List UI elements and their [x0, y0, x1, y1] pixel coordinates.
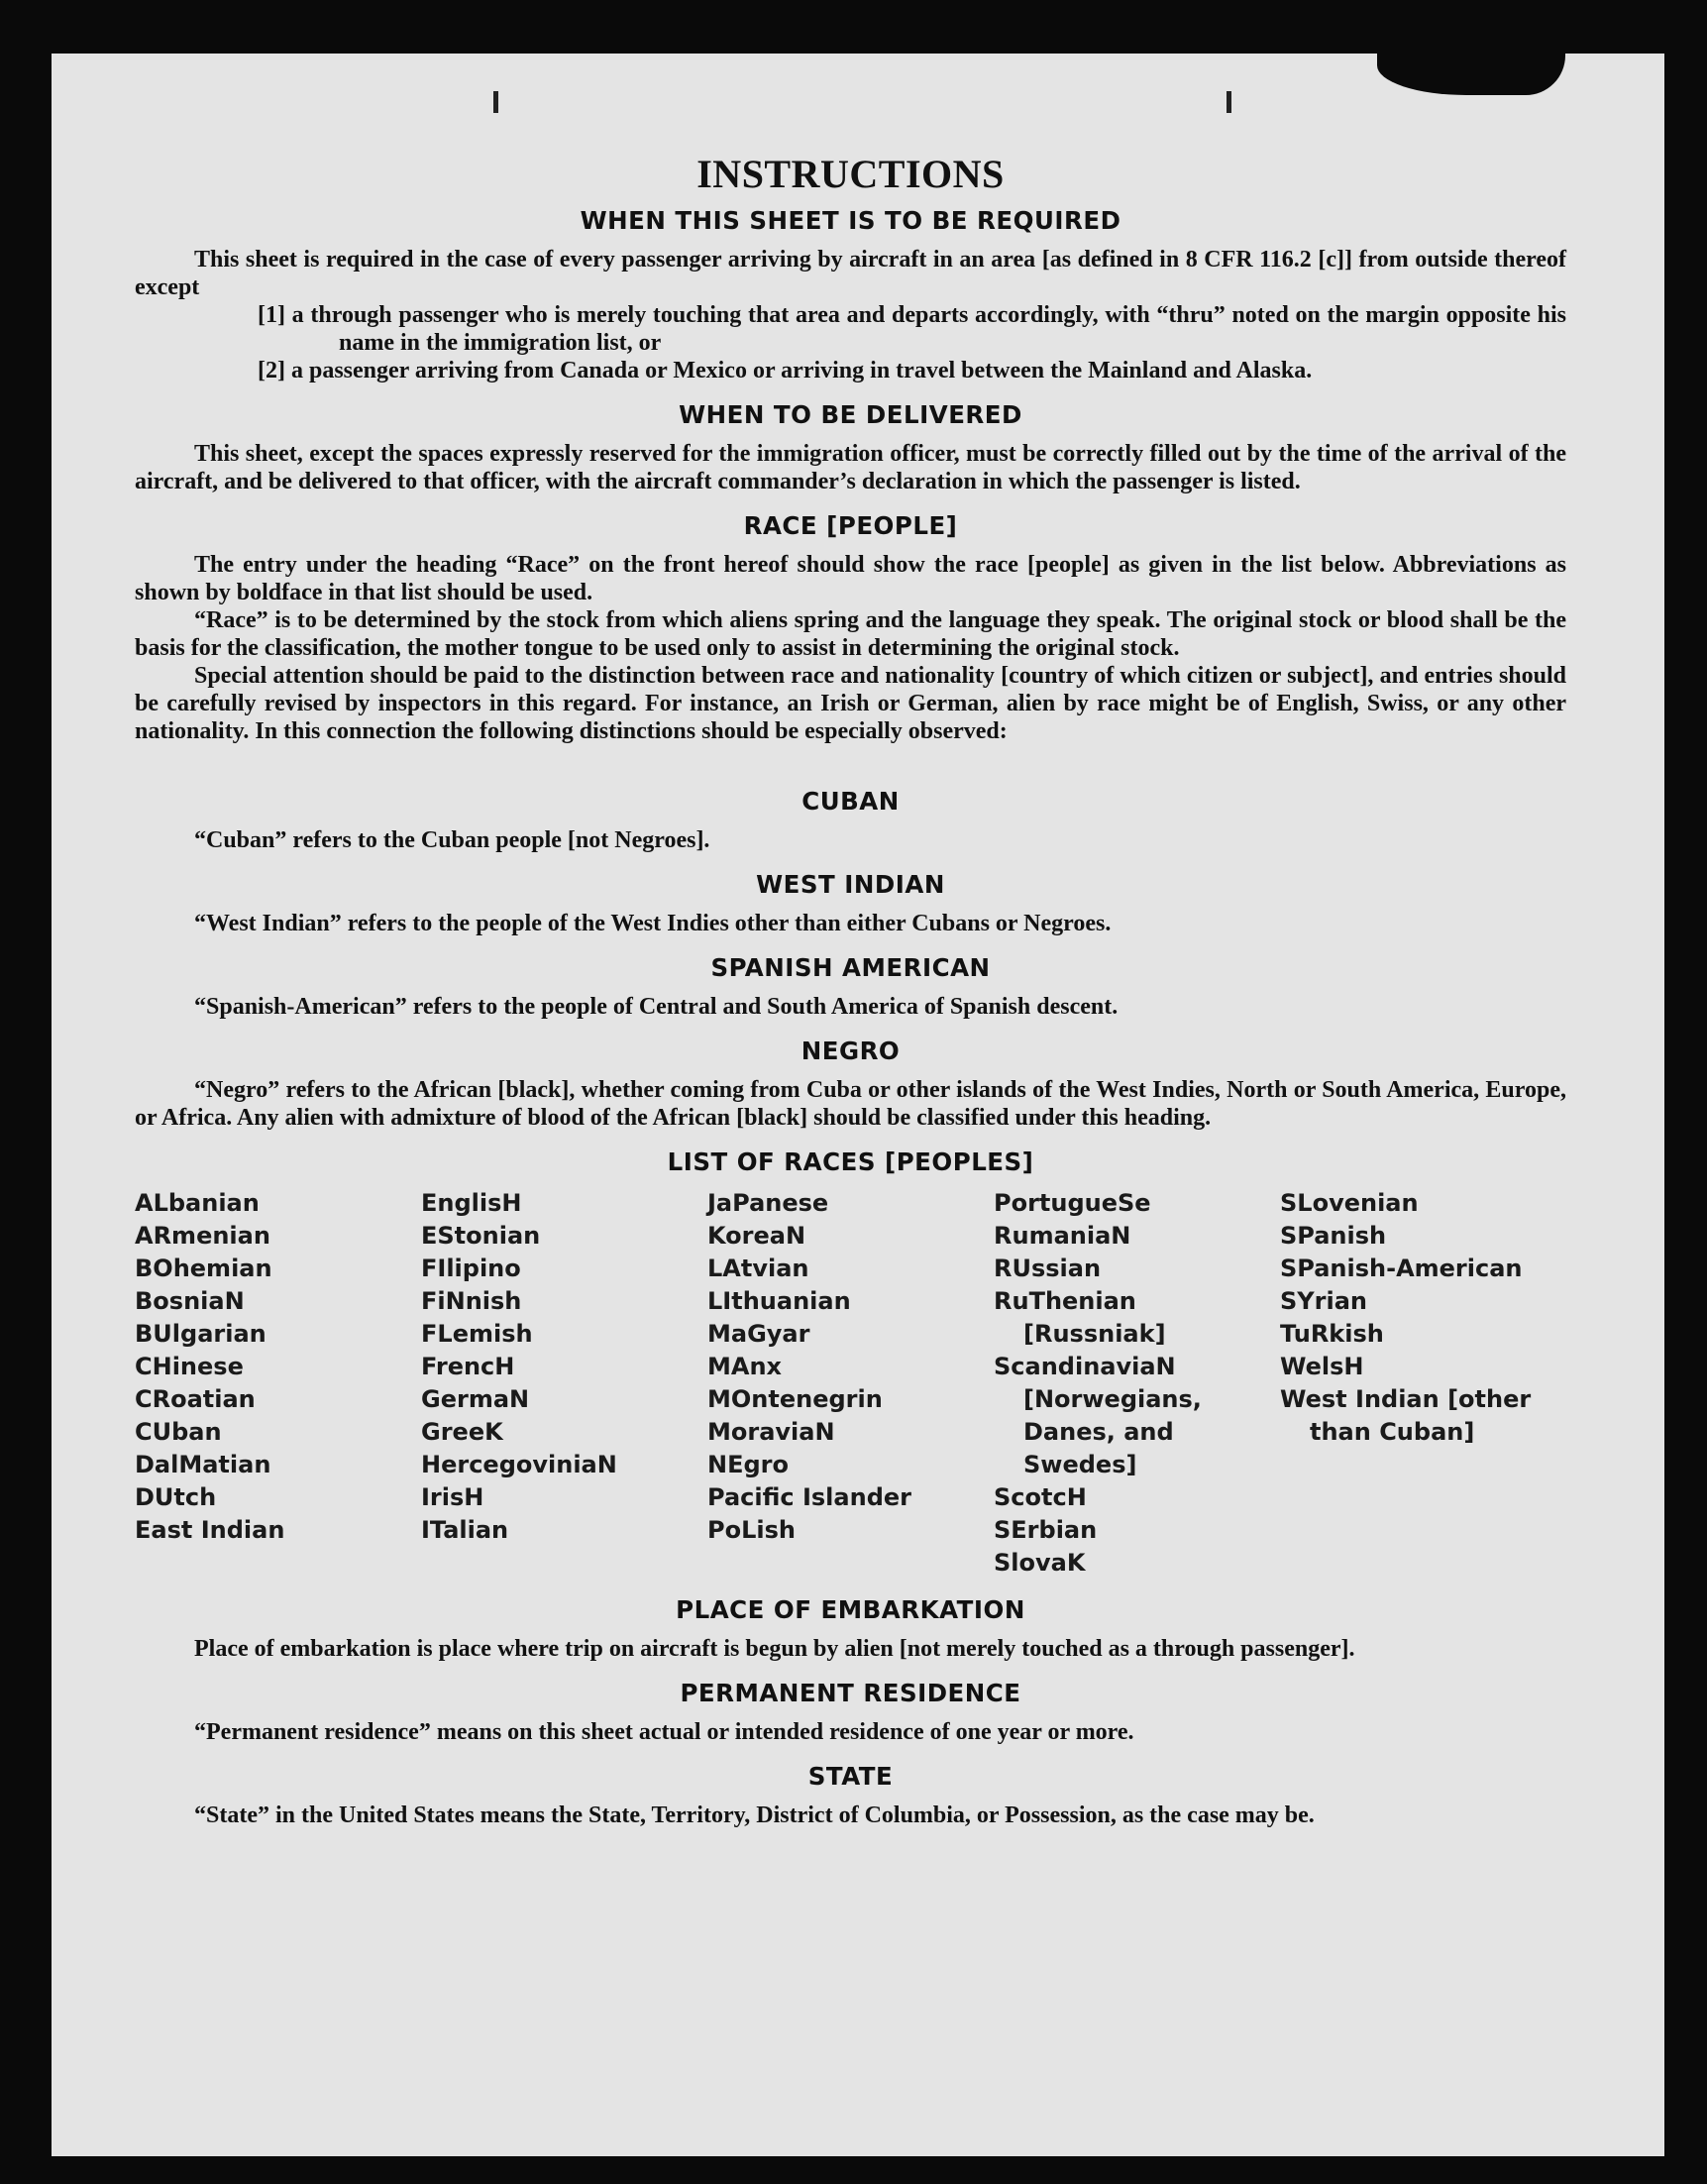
race-item: BOhemian [135, 1255, 272, 1282]
exception-list [135, 301, 1566, 384]
race-item: SErbian [994, 1516, 1098, 1544]
paragraph: “State” in the United States means the State, Territory, District of Columbia, or Possession, as the case may be. [194, 1802, 1315, 1828]
list-item: [2] a passenger arriving from Canada or Mexico or arriving in travel between the Mainland and Alaska. [258, 358, 1313, 383]
race-item: CRoatian [135, 1385, 256, 1413]
race-item: East Indian [135, 1516, 285, 1544]
section-heading: RACE [PEOPLE] [743, 511, 958, 540]
race-item: ALbanian [135, 1189, 260, 1217]
race-item: MaGyar [707, 1320, 810, 1348]
race-item: ARmenian [135, 1222, 270, 1250]
section-residence [135, 1679, 1566, 1746]
paragraph: The entry under the heading “Race” on the front hereof should show the race [people] as given in the list below. Abbreviations as shown by boldface in that list should be used. [135, 552, 1566, 605]
race-item: ScandinaviaN [Norwegians, Danes, and Swedes] [994, 1353, 1202, 1478]
list-item: [1] a through passenger who is merely touching that area and departs accordingly, with “thru” noted on the margin opposite his name in the immigration list, or [258, 302, 1566, 356]
race-item: KoreaN [707, 1222, 806, 1250]
section-heading: WEST INDIAN [756, 870, 945, 899]
race-item: SlovaK [994, 1549, 1086, 1577]
race-item: PortugueSe [994, 1189, 1151, 1217]
race-item: GreeK [421, 1418, 503, 1446]
race-item: ITalian [421, 1516, 509, 1544]
paragraph: Place of embarkation is place where trip on aircraft is begun by alien [not merely touched as a through passenger]. [194, 1636, 1355, 1662]
section-delivered [135, 400, 1566, 495]
race-item: RuThenian [Russniak] [994, 1287, 1166, 1348]
race-column [1280, 1187, 1566, 1580]
section-heading: PLACE OF EMBARKATION [676, 1595, 1025, 1624]
race-item: SLovenian [1280, 1189, 1419, 1217]
race-item: RumaniaN [994, 1222, 1131, 1250]
race-item: SPanish [1280, 1222, 1387, 1250]
paragraph: “Permanent residence” means on this sheet actual or intended residence of one year or more. [194, 1719, 1134, 1745]
race-item: PoLish [707, 1516, 796, 1544]
section-required [135, 206, 1566, 384]
paragraph: Special attention should be paid to the distinction between race and nationality [country of which citizen or subject], and entries should be carefully revised by inspectors in this regard. For instance, an Irish or German, alien by race might be of English, Swiss, or any other nationality. In this connection the following distinctions should be especially observed: [135, 663, 1566, 744]
race-column [707, 1187, 994, 1580]
section-cuban [135, 787, 1566, 854]
race-item: LIthuanian [707, 1287, 851, 1315]
race-item: SPanish-American [1280, 1255, 1523, 1282]
document-page [52, 54, 1664, 2156]
section-heading: LIST OF RACES [PEOPLES] [667, 1147, 1034, 1176]
punch-mark [1227, 91, 1231, 113]
race-item: West Indian [other than Cuban] [1280, 1385, 1532, 1446]
paragraph: “Spanish-American” refers to the people of Central and South America of Spanish descent. [194, 994, 1119, 1020]
race-item: MAnx [707, 1353, 783, 1380]
paragraph: “West Indian” refers to the people of the West Indies other than either Cubans or Negroes. [194, 911, 1112, 936]
race-item: BosniaN [135, 1287, 245, 1315]
paragraph: “Race” is to be determined by the stock from which aliens spring and the language they speak. The original stock or blood shall be the basis for the classification, the mother tongue to be used only to assist in determining the original stock. [135, 607, 1566, 661]
punch-mark [493, 91, 498, 113]
race-item: MOntenegrin [707, 1385, 883, 1413]
race-item: TuRkish [1280, 1320, 1384, 1348]
race-item: Pacific Islander [707, 1483, 911, 1511]
paragraph: This sheet is required in the case of every passenger arriving by aircraft in an area [as defined in 8 CFR 116.2 [c]] from outside thereof except [135, 247, 1566, 300]
race-item: LAtvian [707, 1255, 809, 1282]
section-heading: SPANISH AMERICAN [710, 953, 991, 982]
section-heading: WHEN TO BE DELIVERED [679, 400, 1022, 429]
race-item: IrisH [421, 1483, 484, 1511]
page-damage [1377, 54, 1565, 95]
paragraph: “Negro” refers to the African [black], whether coming from Cuba or other islands of the West Indies, North or South America, Europe, or Africa. Any alien with admixture of blood of the African [black] should be classified under this heading. [135, 1077, 1566, 1131]
paragraph: This sheet, except the spaces expressly reserved for the immigration officer, must be correctly filled out by the time of the arrival of the aircraft, and be delivered to that officer, with the aircraft commander’s declaration in which the passenger is listed. [135, 441, 1566, 494]
section-race [135, 511, 1566, 745]
page-title: INSTRUCTIONS [696, 152, 1005, 196]
race-item: CHinese [135, 1353, 244, 1380]
race-item: FiNnish [421, 1287, 522, 1315]
race-column [421, 1187, 707, 1580]
race-item: HercegoviniaN [421, 1451, 617, 1478]
race-item: FLemish [421, 1320, 533, 1348]
race-item: NEgro [707, 1451, 789, 1478]
race-item: EnglisH [421, 1189, 522, 1217]
race-item: FIlipino [421, 1255, 521, 1282]
race-column [994, 1187, 1280, 1580]
section-spanish-american [135, 953, 1566, 1021]
race-item: MoraviaN [707, 1418, 835, 1446]
race-item: DalMatian [135, 1451, 271, 1478]
section-list-of-races [135, 1147, 1566, 1580]
race-item: EStonian [421, 1222, 541, 1250]
section-heading: NEGRO [800, 1037, 901, 1065]
race-column [135, 1187, 421, 1580]
race-item: SYrian [1280, 1287, 1368, 1315]
race-item: FrencH [421, 1353, 515, 1380]
race-item: ScotcH [994, 1483, 1087, 1511]
paragraph: “Cuban” refers to the Cuban people [not Negroes]. [194, 827, 710, 853]
race-item: BUlgarian [135, 1320, 267, 1348]
race-item: DUtch [135, 1483, 217, 1511]
section-embarkation [135, 1595, 1566, 1663]
race-item: JaPanese [707, 1189, 829, 1217]
section-state [135, 1762, 1566, 1829]
section-heading: PERMANENT RESIDENCE [680, 1679, 1021, 1707]
section-negro [135, 1037, 1566, 1132]
race-item: CUban [135, 1418, 222, 1446]
race-item: GermaN [421, 1385, 530, 1413]
race-item: WelsH [1280, 1353, 1364, 1380]
section-west-indian [135, 870, 1566, 937]
race-item: RUssian [994, 1255, 1102, 1282]
section-heading: STATE [807, 1762, 894, 1791]
race-list [135, 1187, 1566, 1580]
section-heading: WHEN THIS SHEET IS TO BE REQUIRED [580, 206, 1121, 235]
section-heading: CUBAN [801, 787, 900, 816]
